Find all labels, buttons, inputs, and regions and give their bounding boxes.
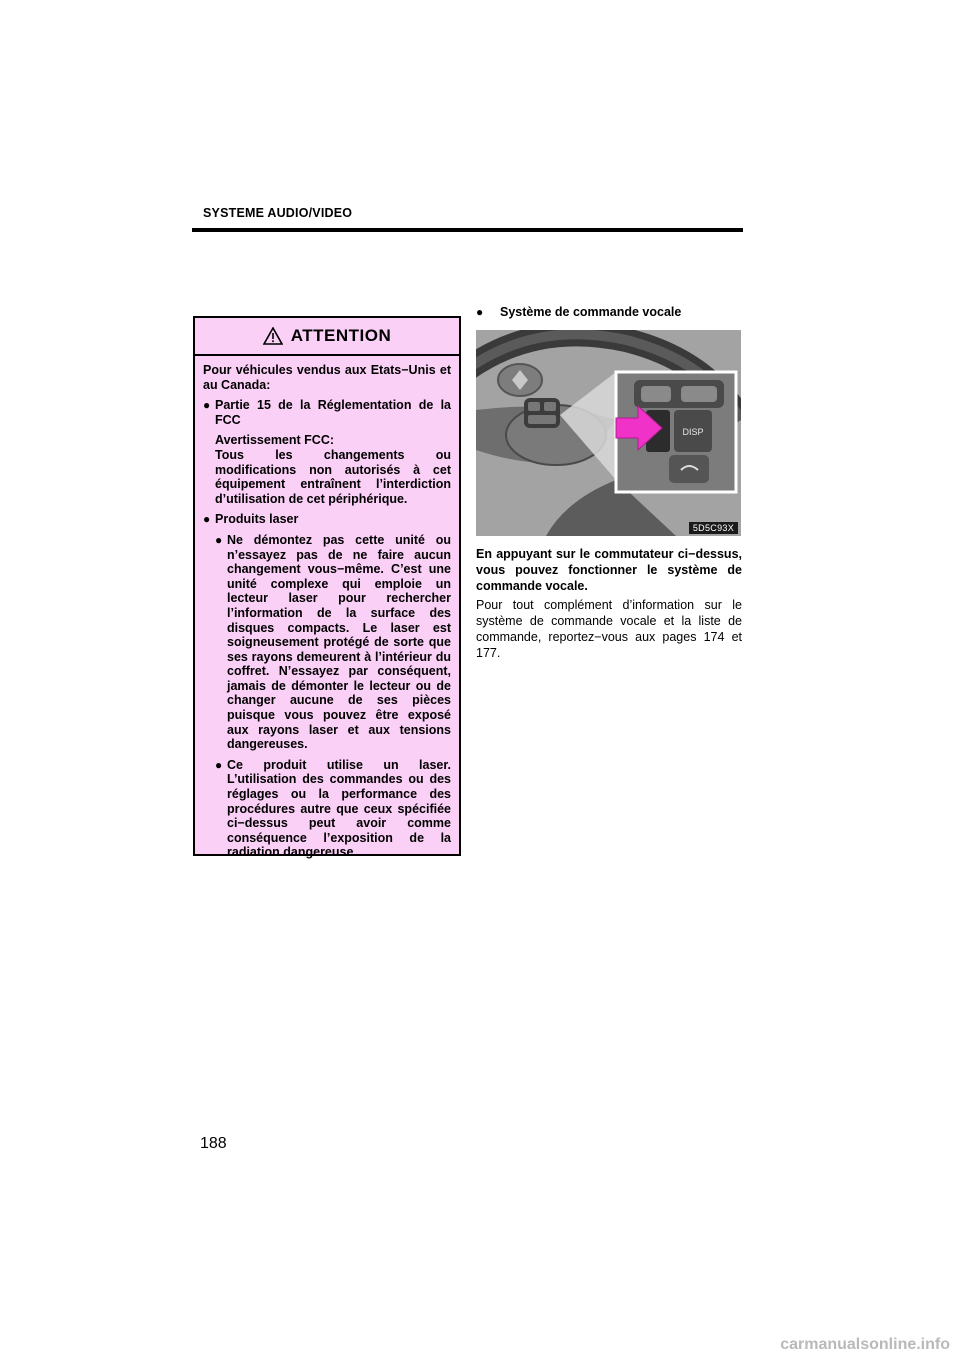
laser-item — [215, 758, 451, 860]
section-heading-text: Système de commande vocale — [500, 305, 682, 319]
attention-intro: Pour véhicules vendus aux Etats−Unis et au Canada: — [203, 363, 451, 392]
steering-wheel-illustration — [476, 330, 741, 536]
steering-wheel-figure — [476, 330, 741, 536]
fcc-note — [215, 433, 451, 506]
laser-items — [215, 533, 451, 860]
attention-header — [195, 318, 459, 356]
bullet-dot-icon: ● — [215, 532, 223, 547]
right-column — [476, 305, 742, 319]
bullet-dot-icon: ● — [203, 512, 211, 527]
bullet-fcc — [203, 398, 451, 427]
page-header-title: SYSTEME AUDIO/VIDEO — [203, 206, 353, 220]
fcc-label: Avertissement FCC: — [215, 433, 335, 448]
warning-triangle-icon — [263, 327, 283, 345]
disp-button-label: DISP — [682, 427, 704, 437]
attention-box — [193, 316, 461, 860]
attention-body — [195, 356, 459, 860]
bullet-fcc-title: Partie 15 de la Réglementation de la FCC — [215, 398, 451, 427]
attention-title: ATTENTION — [290, 326, 392, 345]
header-rule — [192, 228, 743, 232]
bullet-dot-icon: ● — [215, 757, 223, 772]
instruction-bold: En appuyant sur le commutateur ci−dessus, vous pouvez fonctionner le système de commande vocale. — [476, 547, 742, 593]
bullet-laser-title: Produits laser — [215, 512, 299, 527]
site-watermark: carmanualsonline.info — [780, 1336, 950, 1353]
figure-code: 5D5C93X — [689, 522, 738, 534]
bullet-laser — [203, 512, 451, 527]
bullet-dot-icon: ● — [476, 305, 484, 319]
page-number: 188 — [200, 1135, 227, 1152]
laser-item-text: Ce produit utilise un laser. L’utilisation des commandes ou des réglages ou la performance des procédures autre que ceux spécifiée ci−dessus peut avoir comme conséquence l’exposition de la radiation dangereuse. — [227, 757, 451, 860]
fcc-text: Tous les changements ou modifications non autorisés à cet équipement entraînent l’interdiction d’utilisation de cet périphérique. — [215, 447, 451, 506]
laser-item-text: Ne démontez pas cette unité ou n’essayez pas de ne faire aucun changement vous−même. C’est une unité complexe qui emploie un lecteur laser pour rechercher l’information de la surface des disques compacts. Le laser est soigneusement protégé de sorte que ses rayons demeurent à l’intérieur du coffret. N’essayez par conséquent, jamais de démonter le lecteur ou de changer aucune de ses pièces puisque vous pouvez être exposé aux rayons laser et aux tensions dangereuses. — [227, 532, 451, 752]
instruction-text: Pour tout complément d’information sur le système de commande vocale et la liste de commande, reportez−vous aux pages 174 et 177. — [476, 598, 742, 660]
laser-item — [215, 533, 451, 752]
bullet-dot-icon: ● — [203, 398, 211, 413]
section-heading — [476, 305, 742, 319]
